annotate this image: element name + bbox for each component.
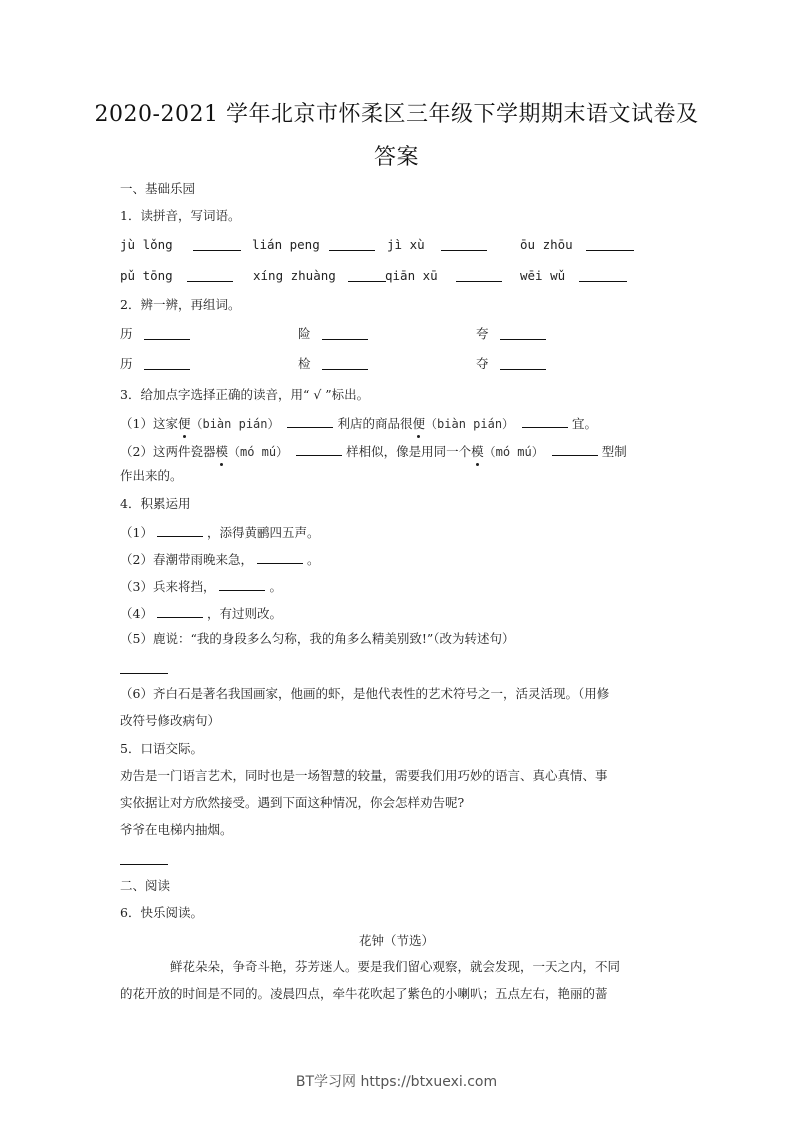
answer-blank[interactable]: [296, 441, 342, 456]
answer-blank[interactable]: [456, 267, 502, 282]
question-3-item-2: [120, 441, 627, 461]
question-1-prompt: 1．读拼音，写词语。: [120, 208, 241, 223]
answer-blank[interactable]: [287, 413, 333, 428]
answer-blank[interactable]: [144, 355, 190, 370]
passage-title: 花钟（节选）: [358, 933, 434, 948]
question-4-item-4: [120, 603, 282, 623]
pinyin-item: jù lǒng: [120, 237, 173, 252]
character-item: 险: [298, 326, 311, 341]
question-4-item-5: （5）鹿说：“我的身段多么匀称，我的角多么精美别致!”（改为转述句）: [120, 631, 515, 646]
dotted-character: 模: [471, 444, 484, 459]
question-4-item-1: [120, 522, 319, 542]
answer-blank[interactable]: [552, 441, 598, 456]
item-text: （1）: [120, 525, 153, 540]
item-text: （1）这家: [120, 416, 178, 431]
question-5-paragraph: 劝告是一门语言艺术，同时也是一场智慧的较量，需要我们用巧妙的语言、真心真情、事: [120, 768, 608, 783]
passage-paragraph-continued: 的花开放的时间是不同的。凌晨四点，牵牛花吹起了紫色的小喇叭；五点左右，艳丽的蔷: [120, 986, 608, 1001]
dotted-character: 便: [412, 416, 426, 431]
answer-blank[interactable]: [500, 355, 546, 370]
answer-blank[interactable]: [522, 413, 568, 428]
document-title: 2020-2021 学年北京市怀柔区三年级下学期期末语文试卷及: [94, 102, 699, 127]
answer-blank[interactable]: [500, 325, 546, 340]
section-heading-basics: 一、基础乐园: [120, 181, 196, 196]
answer-blank[interactable]: [120, 659, 168, 674]
item-text: 样相似，像是用同一个: [346, 444, 472, 459]
item-text: ，添得黄鹂四五声。: [206, 525, 320, 540]
answer-blank[interactable]: [348, 267, 386, 282]
item-text: 。: [306, 552, 320, 567]
passage-paragraph: 鲜花朵朵，争奇斗艳，芬芳迷人。要是我们留心观察，就会发现，一天之内，不同: [170, 959, 621, 974]
character-item: 夺: [476, 356, 489, 371]
answer-blank[interactable]: [579, 267, 627, 282]
section-heading-reading: 二、阅读: [120, 878, 171, 893]
item-text: 型制: [601, 444, 627, 459]
question-5-scenario: 爷爷在电梯内抽烟。: [120, 822, 233, 837]
answer-blank[interactable]: [120, 850, 168, 865]
pinyin-item: wēi wǔ: [520, 268, 566, 283]
question-4-item-6: （6）齐白石是著名我国画家，他画的虾，是他代表性的艺术符号之一，活灵活现。（用修: [120, 686, 610, 701]
answer-blank[interactable]: [322, 355, 368, 370]
pinyin-item: xíng zhuàng: [253, 268, 336, 283]
item-text: 利店的商品很: [337, 416, 413, 431]
document-title-continued: 答案: [373, 145, 419, 170]
question-4-item-2: [120, 549, 319, 569]
item-text: 。: [269, 579, 282, 594]
pinyin-item: ōu zhōu: [520, 237, 573, 252]
answer-blank[interactable]: [586, 236, 634, 251]
item-text: ，有过则改。: [206, 606, 282, 621]
item-text: （4）: [120, 606, 153, 621]
question-4-item-6-continued: 改符号修改病句）: [120, 713, 221, 728]
answer-blank[interactable]: [219, 576, 265, 591]
answer-blank[interactable]: [257, 549, 303, 564]
character-item: 夸: [476, 326, 489, 341]
dotted-character: 便: [177, 416, 191, 431]
answer-blank[interactable]: [157, 522, 203, 537]
item-text: （2）春潮带雨晚来急，: [120, 552, 253, 567]
question-4-item-3: [120, 576, 282, 596]
reading-options: （biàn pián）: [425, 417, 515, 431]
reading-options: （biàn pián）: [190, 417, 280, 431]
question-4-prompt: 4．积累运用: [120, 496, 191, 511]
question-6-prompt: 6．快乐阅读。: [120, 905, 203, 920]
answer-blank[interactable]: [144, 325, 190, 340]
answer-blank[interactable]: [157, 603, 203, 618]
question-5-prompt: 5．口语交际。: [120, 741, 203, 756]
question-3-item-2-continued: 作出来的。: [120, 468, 183, 483]
question-5-paragraph-continued: 实依据让对方欣然接受。遇到下面这种情况，你会怎样劝告呢?: [120, 795, 465, 810]
question-3-prompt: 3．给加点字选择正确的读音，用“ √ ”标出。: [120, 387, 370, 402]
item-text: （2）这两件瓷器: [120, 444, 216, 459]
answer-blank[interactable]: [329, 236, 375, 251]
answer-blank[interactable]: [441, 236, 487, 251]
pinyin-item: lián peng: [252, 237, 320, 252]
item-text: 宜。: [572, 416, 598, 431]
reading-options: （mó mú）: [227, 445, 289, 459]
pinyin-item: pǔ tōng: [120, 268, 173, 283]
dotted-character: 模: [215, 444, 228, 459]
character-item: 检: [298, 356, 311, 371]
watermark-footer: BT学习网 https://btxuexi.com: [295, 1074, 498, 1090]
answer-blank[interactable]: [187, 267, 233, 282]
pinyin-item: jì xù: [387, 237, 425, 252]
answer-blank[interactable]: [193, 236, 241, 251]
question-3-item-1: [120, 413, 597, 433]
question-2-prompt: 2．辨一辨，再组词。: [120, 297, 241, 312]
pinyin-item: qiān xū: [385, 268, 438, 283]
reading-options: （mó mú）: [483, 445, 544, 459]
character-item: 历: [120, 356, 133, 371]
item-text: （3）兵来将挡，: [120, 579, 216, 594]
character-item: 历: [120, 326, 133, 341]
answer-blank[interactable]: [322, 325, 368, 340]
